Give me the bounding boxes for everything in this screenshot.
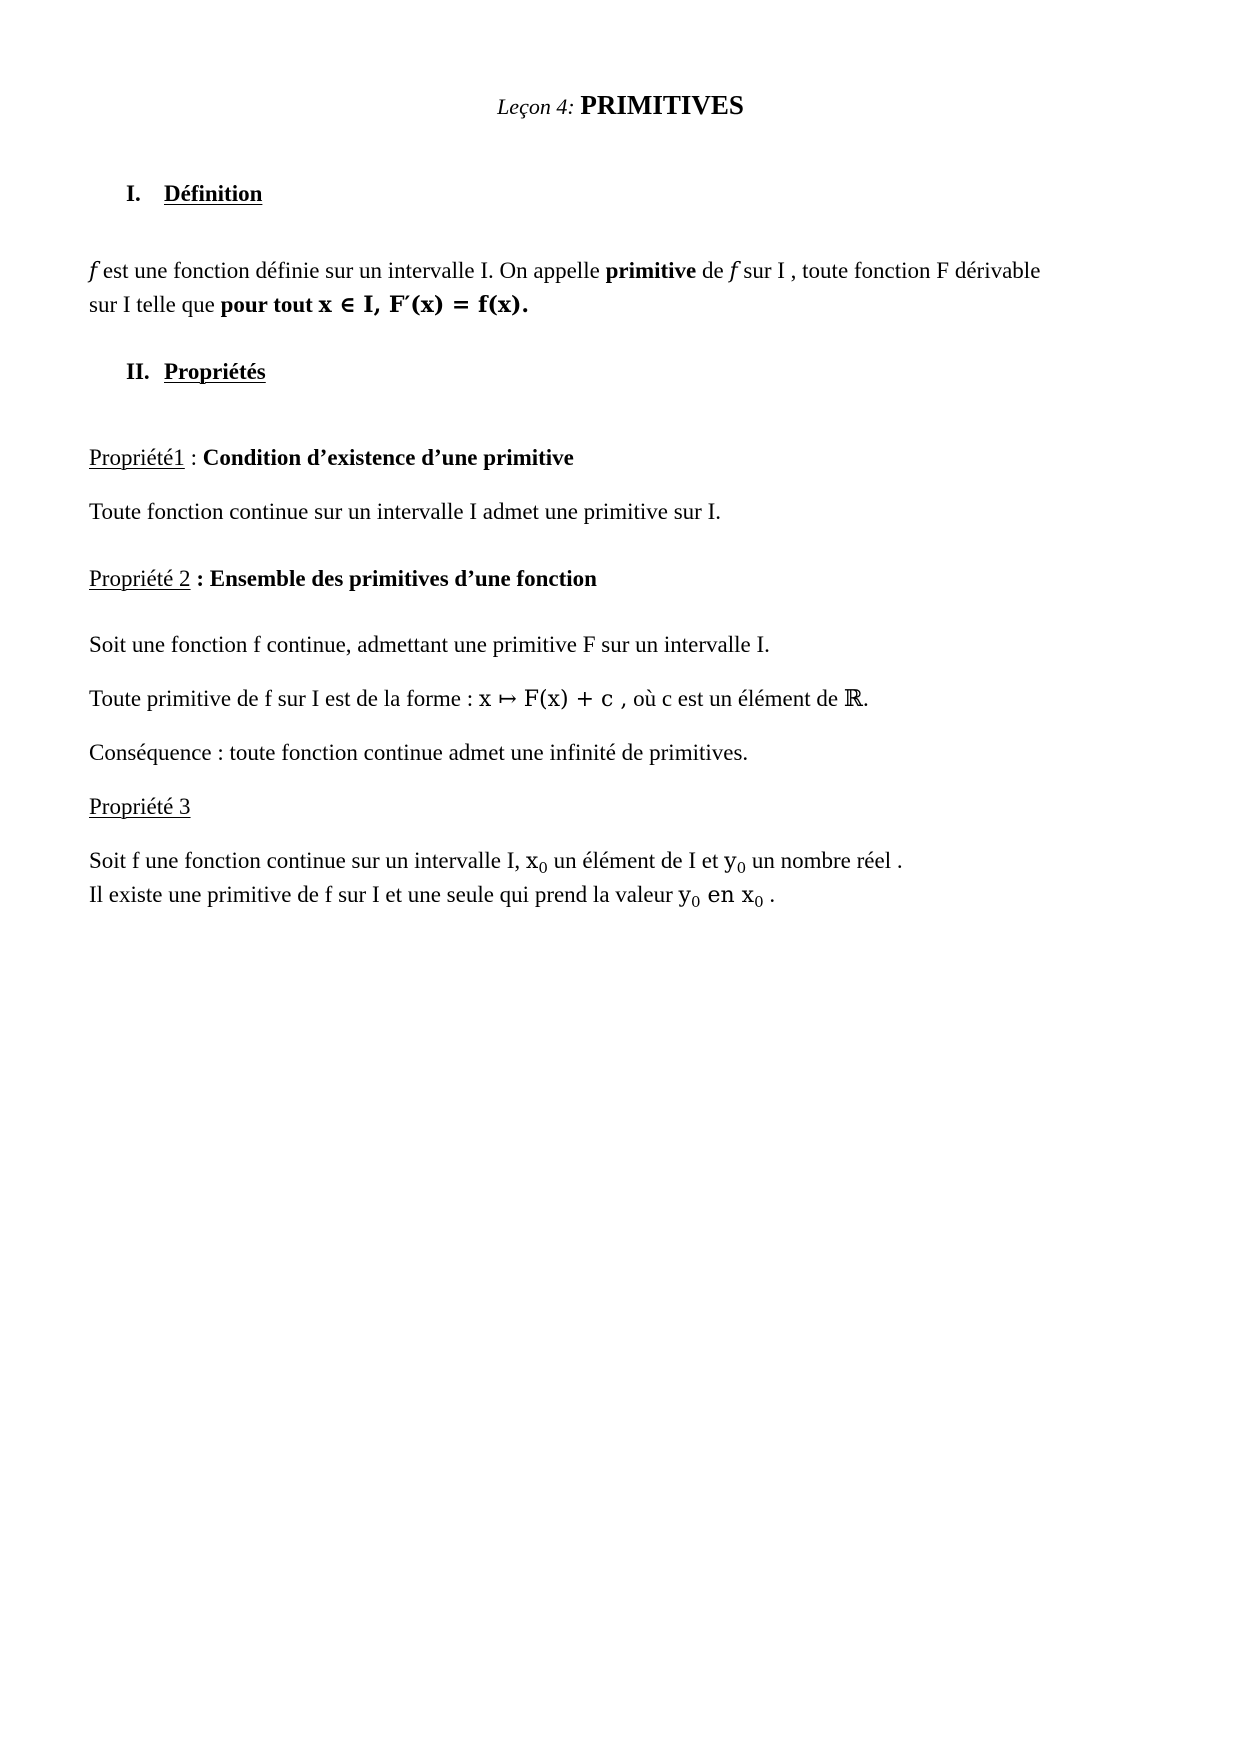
property-1-text: Toute fonction continue sur un intervalle I admet une primitive sur I. [89, 499, 721, 524]
primitive-formula: x ↦ F(x) + c , [478, 687, 628, 712]
property-1-heading: Propriété1 : Condition d’existence d’une primitive [89, 445, 574, 470]
property-3-line-1: Soit f une fonction continue sur un intervalle I, $x_0$ un élément de I et $y_0$ un nombre réel . [89, 848, 903, 877]
property-title: : Ensemble des primitives d’une fonction [190, 566, 597, 591]
property-label: Propriété 2 [89, 566, 191, 591]
section-title: Propriétés [164, 359, 266, 384]
property-2-consequence: Conséquence : toute fonction continue admet une infinité de primitives. [89, 740, 749, 765]
definition-formula: x ∈ I, F′(x) = f(x). [318, 292, 530, 318]
property-label: Propriété 3 [89, 794, 191, 819]
property-3-heading [89, 789, 191, 824]
section-number: II. [126, 359, 150, 384]
lesson-title: PRIMITIVES [580, 90, 744, 120]
definition-line-2: sur I telle que pour tout x ∈ I, F′(x) = f(x). [89, 292, 530, 318]
term-primitive: primitive [605, 258, 697, 283]
property-3-line-2: Il existe une primitive de f sur I et une seule qui prend la valeur $y_0$ en $x_0$ . [89, 882, 776, 911]
page-title [0, 88, 1241, 124]
section-title: Définition [164, 181, 263, 206]
lesson-number: Leçon 4: [497, 94, 575, 119]
property-title: Condition d’existence d’une primitive [202, 445, 574, 470]
section-number: I. [126, 181, 141, 206]
property-2-text-1: Soit une fonction f continue, admettant une primitive F sur un intervalle I. [89, 632, 770, 657]
section-heading-definition [126, 176, 262, 211]
property-label: Propriété1 [89, 445, 185, 470]
property-2-text-2: Toute primitive de f sur I est de la forme : x ↦ F(x) + c , où c est un élément de ℝ. [89, 686, 869, 712]
definition-line-1: f est une fonction définie sur un intervalle I. On appelle primitive de f sur I , toute fonction F dérivable [89, 258, 1041, 284]
section-heading-properties [126, 354, 266, 389]
property-2-heading [89, 561, 597, 596]
